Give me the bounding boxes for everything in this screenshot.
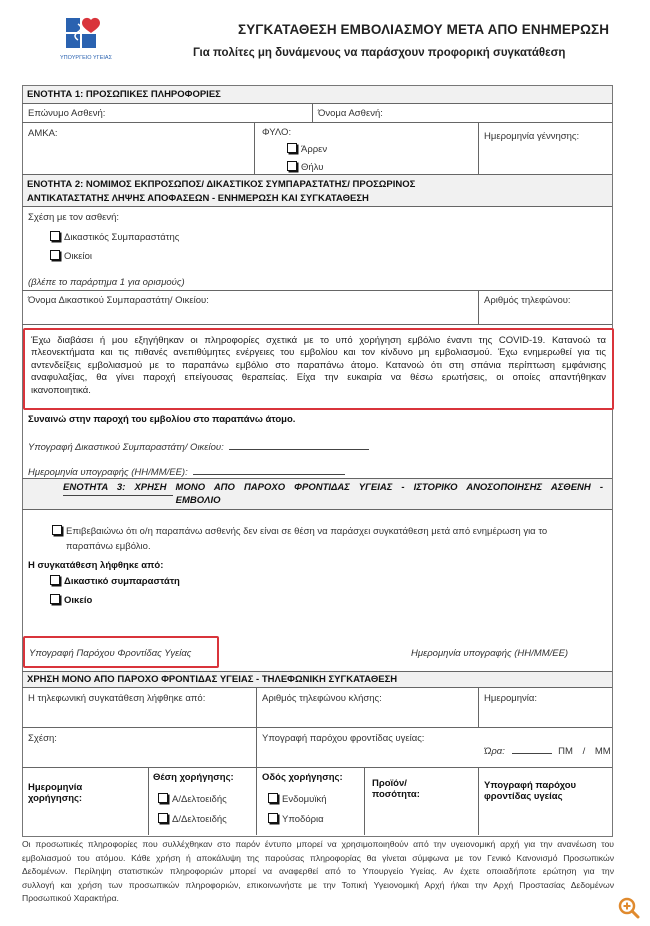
section2-header [23, 175, 612, 206]
female-checkbox[interactable] [287, 161, 297, 171]
route-im-option[interactable] [268, 793, 326, 805]
confirm-option[interactable] [52, 525, 547, 537]
sign-date-field[interactable] [28, 467, 345, 478]
phone-field[interactable]: Αριθμός τηλεφώνου: [484, 295, 571, 306]
site-left-checkbox[interactable] [158, 793, 168, 803]
admin-date-line-1: Ημερομηνία [28, 782, 83, 793]
site-right-checkbox[interactable] [158, 813, 168, 823]
site-right-option[interactable] [158, 813, 227, 825]
sex-female-option[interactable] [287, 161, 323, 173]
route-sc-label: Υποδόρια [282, 814, 324, 825]
product-line-2: ποσότητα: [372, 789, 420, 800]
sex-male-option[interactable] [287, 143, 327, 155]
logo-caption: ΥΠΟΥΡΓΕΙΟ ΥΓΕΙΑΣ [60, 55, 112, 61]
provider-sign-date-label[interactable]: Ημερομηνία υπογραφής (ΗΗ/ΜΜ/ΕΕ) [411, 648, 569, 659]
dob-field[interactable]: Ημερομηνία γέννησης: [484, 131, 580, 142]
guardian-signature-field[interactable] [28, 442, 369, 453]
from-relative-checkbox[interactable] [50, 594, 60, 604]
privacy-footer [22, 838, 614, 906]
site-label: Θέση χορήγησης: [153, 772, 234, 783]
statement-line-3: αντενδείξεις εμβολιασμού με το παραπάνω εμβόλιο στο παραπάνω άτομο. Κατανοώ ότι στη σπάνια περίπτωση εμφάνισης [31, 359, 606, 371]
time-label: Ώρα: [484, 746, 505, 757]
phone-date-field[interactable]: Ημερομηνία: [484, 693, 538, 704]
amka-field[interactable]: ΑΜΚΑ: [28, 128, 58, 139]
admin-provider-signature-label[interactable] [484, 780, 576, 802]
zoom-in-icon[interactable] [617, 896, 641, 920]
site-right-label: Δ/Δελτοειδής [172, 814, 227, 825]
section3-heading-line2-text: ΕΜΒΟΛΙΟ [175, 495, 221, 506]
sign-date-label: Ημερομηνία υπογραφής (ΗΗ/ΜΜ/ΕΕ): [28, 467, 188, 478]
relatives-label: Οικείοι [64, 251, 92, 262]
from-guardian-label: Δικαστικό συμπαραστάτη [64, 576, 180, 587]
pm-label: ΜΜ [594, 746, 611, 757]
relation-field[interactable]: Σχέση: [28, 733, 57, 744]
site-left-label: Α/Δελτοειδής [172, 794, 227, 805]
from-relative-label: Οικείο [64, 595, 93, 606]
admin-provider-sig-line-2: φροντίδας υγείας [484, 791, 563, 802]
form-subtitle: Για πολίτες μη δυνάμενους να παράσχουν προφορική συγκατάθεση [193, 47, 566, 59]
guardian-checkbox[interactable] [50, 231, 60, 241]
section3-heading-line1: ΕΝΟΤΗΤΑ 3: ΧΡΗΣΗ ΜΟΝΟ ΑΠΟ ΠΑΡΟΧΟ ΦΡΟΝΤΙΔΑΣ ΥΓΕΙΑΣ - ΙΣΤΟΡΙΚΟ ΑΝΟΣΟΠΟΙΗΣΗΣ ΑΣΘΕΝΗ - [63, 482, 603, 493]
footer-line-1: Οι προσωπικές πληροφορίες που συλλέχθηκαν στο παρόν έντυπο μπορεί να χρησιμοποιηθούν από την υγειονομική αρχή για την ανανέωση του [22, 839, 614, 849]
section2-heading-line1: ΕΝΟΤΗΤΑ 2: ΝΟΜΙΜΟΣ ΕΚΠΡΟΣΩΠΟΣ/ ΔΙΚΑΣΤΙΚΟΣ ΣΥΜΠΑΡΑΣΤΑΤΗΣ/ ΠΡΟΣΩΡΙΝΟΣ [27, 179, 416, 190]
from-guardian-option[interactable] [50, 575, 180, 587]
footer-line-4: συλλογή και χρήση των προσωπικών πληροφοριών, επικοινωνήστε με την Τοπική Υγειονομική Αρχή ή/και την Αρχή Προστασίας Δεδομένων [22, 879, 614, 890]
route-sc-checkbox[interactable] [268, 813, 278, 823]
call-number-field[interactable]: Αριθμός τηλεφώνου κλήσης: [262, 693, 382, 704]
surname-field[interactable]: Επώνυμο Ασθενή: [28, 108, 106, 119]
statement-paragraph [31, 335, 606, 397]
option-guardian[interactable] [50, 231, 179, 243]
from-relative-option[interactable] [50, 594, 92, 606]
ministry-emblem-icon [58, 14, 128, 54]
relation-label: Σχέση με τον ασθενή: [28, 212, 120, 223]
from-guardian-checkbox[interactable] [50, 575, 60, 585]
site-left-option[interactable] [158, 793, 227, 805]
section2-heading-line2: ΑΝΤΙΚΑΤΑΣΤΑΤΗΣ ΛΗΨΗΣ ΑΠΟΦΑΣΕΩΝ - ΕΝΗΜΕΡΩΣΗ ΚΑΙ ΣΥΓΚΑΤΑΘΕΣΗ [27, 193, 369, 204]
statement-line-2: πλεονεκτήματα και τις πιθανές ανεπιθύμητες ενέργειες του εμβολίου και τον κίνδυνο μη εμβολιασμού. Έχω ενημερωθεί για τις [31, 347, 606, 359]
relatives-checkbox[interactable] [50, 250, 60, 260]
phone-provider-signature-field[interactable]: Υπογραφή παρόχου φροντίδας υγείας: [262, 733, 425, 744]
route-sc-option[interactable] [268, 813, 324, 825]
confirm-line-1: Επιβεβαιώνω ότι ο/η παραπάνω ασθενής δεν είναι σε θέση να παράσχει συγκατάθεση μετά από ενημέρωση για το [66, 526, 548, 537]
am-label: ΠΜ [558, 746, 573, 757]
consent-statement: Συναινώ στην παροχή του εμβολίου στο παραπάνω άτομο. [28, 414, 296, 425]
section4-header [23, 672, 612, 687]
section1-header [23, 86, 612, 103]
footer-line-2: εμβολιασμού του ατόμου. Κάθε χρήση ή αποκάλυψη της παρούσας πληροφορίας θα γίνεται σύμφωνα με τον Γενικό Κανονισμό Προσωπικών [22, 852, 614, 863]
consent-from-label: Η συγκατάθεση λήφθηκε από: [28, 560, 164, 571]
guardian-label: Δικαστικός Συμπαραστάτης [64, 232, 180, 243]
admin-date-line-2: χορήγησης: [28, 793, 83, 804]
product-label[interactable] [372, 778, 420, 800]
statement-line-5: ικανοποιητικά. [31, 384, 91, 396]
provider-signature-label[interactable]: Υπογραφή Παρόχου Φροντίδας Υγείας [29, 648, 192, 659]
admin-date-label[interactable] [28, 782, 82, 804]
footer-line-5: Προσωπικού Χαρακτήρα. [22, 893, 119, 903]
time-slash: / [582, 746, 586, 757]
guardian-signature-label: Υπογραφή Δικαστικού Συμπαραστάτη/ Οικείου: [28, 442, 224, 453]
route-label: Οδός χορήγησης: [262, 772, 343, 783]
route-im-checkbox[interactable] [268, 793, 278, 803]
admin-provider-sig-line-1: Υπογραφή παρόχου [484, 780, 577, 791]
sex-label: ΦΥΛΟ: [262, 127, 292, 138]
section1-heading: ΕΝΟΤΗΤΑ 1: ΠΡΟΣΩΠΙΚΕΣ ΠΛΗΡΟΦΟΡΙΕΣ [27, 89, 221, 100]
male-label: Άρρεν [301, 144, 328, 155]
confirm-checkbox[interactable] [52, 525, 62, 535]
guardian-name-field[interactable]: Όνομα Δικαστικού Συμπαραστάτη/ Οικείου: [28, 295, 209, 306]
section3-header [23, 479, 612, 509]
time-field[interactable] [484, 746, 611, 757]
option-relatives[interactable] [50, 250, 92, 262]
statement-line-1: Έχω διαβάσει ή μου εξηγήθηκαν οι πληροφορίες σχετικά με το υπό χορήγηση εμβόλιο έναντι της COVID-19. Κατανοώ τα [31, 335, 606, 346]
male-checkbox[interactable] [287, 143, 297, 153]
see-annex-note: (βλέπε το παράρτημα 1 για ορισμούς) [28, 277, 185, 288]
footer-line-3: Δεδομένων. Περίληψη στατιστικών πληροφοριών μπορεί να αναφερθεί από το Υπουργείο Υγείας. Αν έχετε οποιαδήποτε ερώτηση για την [22, 866, 614, 876]
female-label: Θήλυ [301, 162, 324, 173]
route-im-label: Ενδομυϊκή [282, 794, 327, 805]
ministry-logo [58, 14, 128, 64]
phone-consent-from-field[interactable]: Η τηλεφωνική συγκατάθεση λήφθηκε από: [28, 693, 206, 704]
form-title: ΣΥΓΚΑΤΑΘΕΣΗ ΕΜΒΟΛΙΑΣΜΟΥ ΜΕΤΑ ΑΠΟ ΕΝΗΜΕΡΩΣΗ [238, 22, 610, 37]
confirm-line-2: παραπάνω εμβόλιο. [66, 541, 151, 552]
name-field[interactable]: Όνομα Ασθενή: [318, 108, 383, 119]
product-line-1: Προϊόν/ [372, 778, 407, 789]
statement-line-4: αναφυλαξίας, θα γίνει παροχή επείγουσας θεραπείας. Είχα την ευκαιρία να θέσω ερωτήσεις, οι οποίες απαντήθηκαν [31, 372, 606, 384]
section3-heading-line2 [63, 495, 221, 506]
section4-heading: ΧΡΗΣΗ ΜΟΝΟ ΑΠΟ ΠΑΡΟΧΟ ΦΡΟΝΤΙΔΑΣ ΥΓΕΙΑΣ - ΤΗΛΕΦΩΝΙΚΗ ΣΥΓΚΑΤΑΘΕΣΗ [27, 674, 398, 685]
